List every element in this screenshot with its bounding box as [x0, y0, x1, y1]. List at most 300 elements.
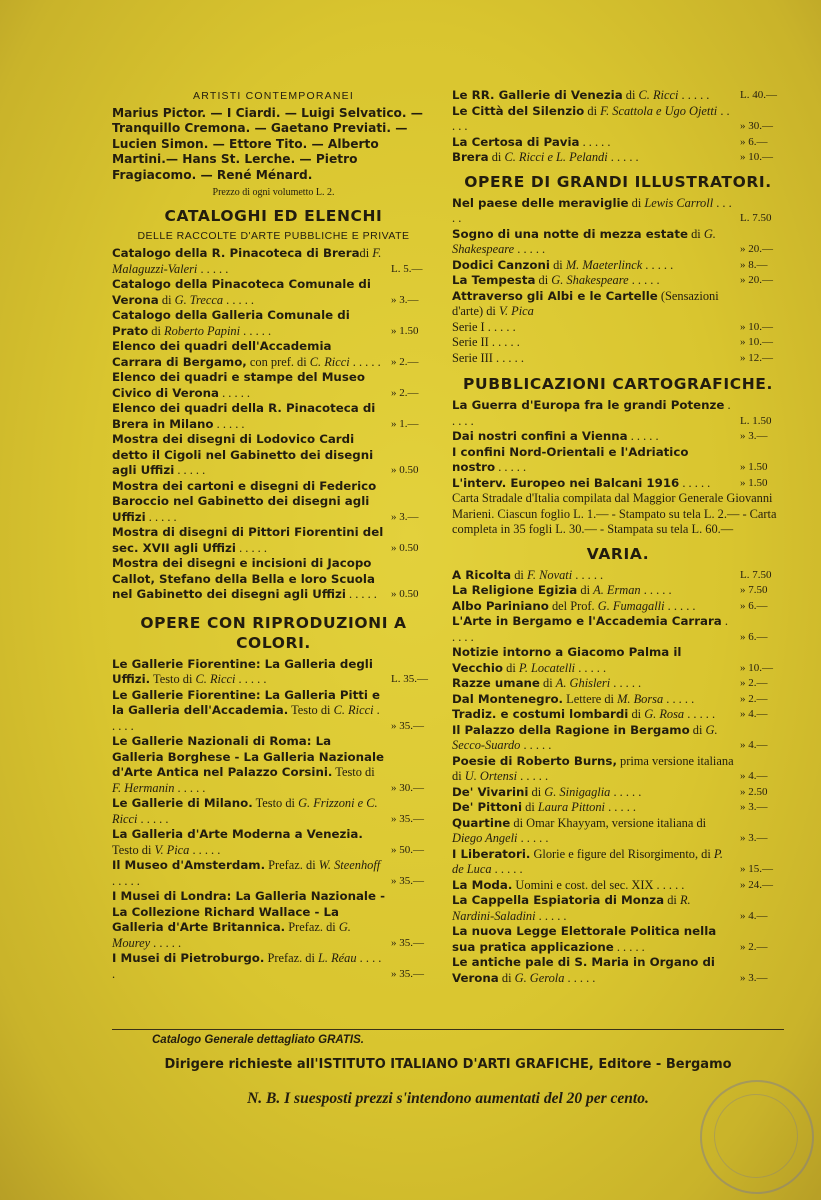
dot-leader: . . . . . [452, 103, 730, 133]
entry-title: Quartine [452, 815, 511, 830]
dot-leader: . . . . . [452, 398, 731, 428]
nb-note: N. B. I suesposti prezzi s'intendono aumentati del 20 per cento. [247, 1090, 649, 1107]
list-item [112, 525, 435, 556]
dot-leader: . . . . . [579, 134, 611, 149]
list-item [112, 370, 435, 401]
entry-title: La Moda. [452, 877, 513, 892]
entry-rest: Prefaz. di [264, 951, 319, 966]
entry-text [452, 351, 734, 367]
dot-leader: . . . . . [679, 475, 711, 490]
entry-author: F. Malaguzzi-Valeri [112, 246, 382, 276]
list-item [452, 645, 784, 676]
entry-price: » 4.— [740, 739, 768, 751]
entry-author: G. Shakespeare [452, 226, 716, 256]
dot-leader: . . . . . [664, 598, 696, 613]
entry-text [112, 858, 385, 889]
entry-title: Nel paese delle meraviglie [452, 195, 629, 210]
entry-price: » 20.— [740, 274, 773, 286]
entry-rest: di [535, 273, 552, 287]
entry-rest: di [628, 195, 645, 210]
entry-title: La Guerra d'Europa fra le grandi Potenze [452, 398, 725, 412]
list-item [452, 599, 784, 615]
list-item [452, 583, 784, 599]
entry-price: L. 35.— [391, 673, 428, 686]
entry-title: Le Gallerie di Milano. [112, 796, 253, 811]
carta-stradale-text: Carta Stradale d'Italia compilata dal Maggior Generale Giovanni Marieni. Ciascun foglio L. 1.— - Stampato su tela L. 2.— - Carta completa in 35 fogli L. 30.— - Stampata su tela L. 60.— [452, 491, 777, 536]
entry-title: De' Vivarini [452, 784, 529, 799]
list-item [452, 351, 784, 367]
entry-text [112, 401, 385, 432]
entry-rest: Testo di [288, 703, 334, 718]
entry-rest: di [577, 583, 594, 597]
entry-rest: di [549, 257, 566, 272]
entry-rest: di [689, 722, 706, 737]
right-column [452, 88, 784, 986]
entry-author: A. Erman [593, 583, 641, 597]
illustratori-list [452, 196, 784, 367]
list-item [452, 955, 784, 986]
entry-title: Le antiche pale di S. Maria in Organo di Verona [452, 955, 715, 985]
dot-leader: . . . . . [663, 691, 695, 706]
entry-title: Il Palazzo della Ragione in Bergamo [452, 722, 690, 737]
entry-price: » 3.— [740, 801, 768, 813]
entry-text [452, 273, 734, 289]
entry-title: Sogno di una notte di mezza estate [452, 226, 688, 241]
entry-author: C. Ricci [195, 672, 236, 687]
list-item [452, 785, 784, 801]
entry-title: Dal Montenegro. [452, 691, 564, 706]
entry-text [452, 398, 734, 429]
entry-author: G. Trecca [174, 292, 224, 307]
entry-rest: di [359, 246, 373, 261]
entry-text [112, 277, 385, 308]
entry-text [452, 196, 734, 227]
entry-author: G. Secco-Suardo [452, 722, 718, 752]
entry-author: G. Sinigaglia [544, 784, 611, 799]
entry-author: M. Borsa [617, 691, 664, 706]
entry-title: De' Pittoni [452, 800, 523, 814]
list-item [452, 335, 784, 351]
entry-title: Dai nostri confini a Vienna [452, 429, 628, 443]
entry-price: » 10.— [740, 151, 773, 163]
entry-rest: Lettere di [563, 691, 618, 706]
entry-author: G. Gerola [514, 970, 565, 985]
entry-title: La Cappella Espiatoria di Monza [452, 893, 665, 907]
entry-text [452, 227, 734, 258]
entry-price: » 2.50 [740, 785, 768, 798]
list-item [452, 692, 784, 708]
dot-leader: . . . . . [112, 951, 382, 981]
entry-author: F. Scattola e Ugo Ojetti [600, 103, 718, 118]
catalog-note: Catalogo Generale dettagliato GRATIS. [152, 1034, 364, 1046]
entry-rest: Testo di [332, 765, 375, 780]
entry-price: » 4.— [740, 770, 768, 782]
list-item [112, 479, 435, 526]
entry-rest: di [522, 800, 538, 814]
entry-rest: Serie II [452, 335, 489, 349]
entry-text [452, 614, 734, 645]
entry-text [452, 707, 734, 723]
list-item [452, 258, 784, 274]
dot-leader: . . . . . [452, 195, 732, 225]
entry-price: L. 5.— [391, 262, 423, 275]
entry-title: Poesie di Roberto Burns, [452, 753, 617, 768]
entry-price: » 50.— [391, 843, 424, 856]
entry-rest: di [158, 292, 175, 307]
entry-text [452, 955, 734, 986]
entry-title: Catalogo della R. Pinacoteca di Brera [112, 246, 360, 261]
entry-rest: Testo di [150, 672, 196, 687]
entry-price: » 0.50 [391, 464, 419, 477]
entry-text [112, 827, 385, 858]
entry-title: I Musei di Pietroburgo. [112, 951, 265, 966]
entry-title: Elenco dei quadri della R. Pinacoteca di Brera in Milano [112, 401, 376, 431]
entry-text [452, 150, 734, 166]
entry-title: Notizie intorno a Giacomo Palma il Vecchio [452, 645, 682, 675]
entry-text [452, 676, 734, 692]
list-item [452, 707, 784, 723]
entry-rest: Prefaz. di [285, 920, 339, 935]
dot-leader: . . . . . [112, 703, 380, 733]
list-item [112, 858, 435, 889]
riproduzioni-title: OPERE CON RIPRODUZIONI A COLORI. [140, 613, 407, 652]
entry-rest: Serie III [452, 350, 493, 365]
illustratori-title: OPERE DI GRANDI ILLUSTRATORI. [464, 172, 772, 191]
varia-title: VARIA. [586, 544, 650, 563]
entry-price: » 4.— [740, 909, 768, 922]
list-item [452, 320, 784, 336]
cartografiche-list [452, 398, 784, 491]
entry-text [452, 816, 734, 847]
entry-rest: di [498, 970, 515, 985]
list-item [452, 273, 784, 289]
cataloghi-list [112, 246, 435, 603]
entry-title: La Certosa di Pavia [452, 134, 580, 149]
entry-price: » 2.— [391, 386, 419, 399]
entry-text [452, 785, 734, 801]
entry-text [452, 723, 734, 754]
entry-price: » 10.— [740, 336, 773, 348]
entry-price: » 30.— [391, 781, 424, 794]
entry-text [452, 289, 734, 320]
entry-author: P. Locatelli [518, 660, 576, 675]
entry-author: P. de Luca [452, 846, 723, 876]
entry-price: » 3.— [391, 510, 419, 523]
entry-text [452, 847, 734, 878]
list-item [452, 445, 784, 476]
list-item [452, 800, 784, 816]
entry-rest: di [539, 676, 556, 690]
entry-price: » 35.— [391, 812, 424, 825]
entry-title: Tradiz. e costumi lombardi [452, 707, 629, 721]
entry-title: A Ricolta [452, 567, 512, 582]
entry-text [112, 796, 385, 827]
list-item [452, 135, 784, 151]
entry-text [452, 599, 734, 615]
entry-author: V. Pica [154, 842, 190, 857]
list-item [452, 429, 784, 445]
entry-author: V. Pica [498, 304, 534, 318]
dot-leader: . . . . . [607, 150, 639, 164]
entry-title: L'Arte in Bergamo e l'Accademia Carrara [452, 614, 722, 628]
list-item [112, 951, 435, 982]
entry-text [452, 88, 734, 104]
entry-title: Le RR. Gallerie di Venezia [452, 88, 623, 102]
entry-title: Catalogo della Galleria Comunale di Prato [112, 308, 350, 338]
entry-text [112, 308, 385, 339]
list-item [452, 847, 784, 878]
list-item [112, 432, 435, 479]
entry-author: C. Ricci [638, 88, 679, 102]
entry-author: A. Ghisleri [555, 676, 611, 690]
entry-title: Elenco dei quadri dell'Accademia Carrara di Bergamo, [112, 339, 332, 369]
entry-author: G. Fumagalli [597, 598, 665, 613]
entry-price: » 2.— [740, 940, 768, 953]
entry-author: G. Frizzoni e C. Ricci [112, 796, 378, 826]
entry-rest: del Prof. [548, 598, 598, 613]
entry-title: I Musei di Londra: La Galleria Nazionale - La Collezione Richard Wallace - La Galleria d'Arte Britannica. [112, 889, 385, 935]
entry-price: » 12.— [740, 351, 773, 364]
list-item [112, 657, 435, 688]
entry-rest: di [622, 88, 639, 102]
carta-stradale [452, 491, 784, 538]
entry-price: » 1.50 [740, 476, 768, 489]
dot-leader: . . . . . [514, 242, 546, 256]
list-item [112, 827, 435, 858]
entry-text [112, 339, 385, 370]
entry-rest: con pref. di [246, 354, 310, 369]
entry-author: C. Ricci e L. Pelandi [504, 150, 608, 164]
entry-author: Roberto Papini [164, 323, 241, 338]
entry-title: La Galleria d'Arte Moderna a Venezia. [112, 827, 363, 842]
entry-text [452, 878, 734, 894]
varia-list [452, 568, 784, 987]
list-item [452, 893, 784, 924]
dot-leader: . . . . . [349, 354, 381, 369]
entry-price: L. 40.— [740, 89, 777, 101]
dot-leader: . . . . . [345, 587, 377, 602]
artists-price-note: Prezzo di ogni volumetto L. 2. [212, 187, 335, 199]
dot-leader: . . . . . [613, 939, 645, 954]
entry-text [452, 258, 734, 274]
entry-text [452, 645, 734, 676]
list-item [112, 889, 435, 951]
dot-leader: . . . . . [150, 935, 182, 950]
dot-leader: . . . . . [517, 831, 549, 845]
entry-text [452, 800, 734, 816]
entry-title: La Religione Egizia [452, 583, 578, 597]
list-item [112, 401, 435, 432]
entry-text [112, 951, 385, 982]
entry-rest: di [148, 323, 165, 338]
entry-text [452, 335, 734, 351]
dot-leader: . . . . . [564, 970, 596, 985]
entry-rest: Glorie e figure del Risorgimento, di [530, 846, 714, 861]
entry-price: » 24.— [740, 878, 773, 891]
entry-author: W. Steenhoff [318, 858, 381, 873]
entry-price: » 10.— [740, 320, 773, 333]
cartografiche-title: PUBBLICAZIONI CARTOGRAFICHE. [463, 375, 773, 393]
list-item [452, 196, 784, 227]
entry-price: » 0.50 [391, 588, 419, 601]
entry-title: Brera [452, 150, 489, 164]
venezia-list [452, 88, 784, 166]
entry-price: » 1.— [391, 417, 419, 430]
entry-text [452, 893, 734, 924]
list-item [452, 614, 784, 645]
dot-leader: . . . . . [484, 319, 516, 334]
entry-title: Le Gallerie Fiorentine: La Galleria degli Uffizi. [112, 656, 373, 687]
entry-text [452, 429, 734, 445]
entry-author: G. Shakespeare [551, 273, 629, 287]
dot-leader: . . . . . [492, 350, 524, 365]
entry-title: Attraverso gli Albi e le Cartelle [452, 288, 658, 303]
list-item [452, 104, 784, 135]
entry-author: C. Ricci [333, 703, 374, 718]
entry-text [112, 525, 385, 556]
cataloghi-subtitle: DELLE RACCOLTE D'ARTE PUBBLICHE E PRIVATE [137, 230, 410, 243]
list-item [452, 398, 784, 429]
entry-title: Le Gallerie Fiorentine: La Galleria Pitti e la Galleria dell'Accademia. [112, 687, 381, 718]
list-item [452, 289, 784, 320]
list-item [452, 150, 784, 166]
entry-rest: di [488, 150, 505, 164]
entry-title: Catalogo della Pinacoteca Comunale di Verona [112, 277, 371, 307]
dot-leader: . . . . . [240, 323, 272, 338]
dot-leader: . . . . . [491, 862, 523, 876]
dot-leader: . . . . . [653, 877, 685, 892]
entry-title: Albo Pariniano [452, 598, 549, 613]
entry-price: » 7.50 [740, 584, 768, 596]
dot-leader: . . . . . [572, 567, 604, 582]
entry-price: » 2.— [740, 692, 768, 705]
list-item [452, 568, 784, 584]
list-item [452, 676, 784, 692]
entry-text [112, 889, 385, 951]
dot-leader: . . . . . [174, 463, 206, 478]
dot-leader: . . . . . [452, 614, 728, 644]
entry-price: » 35.— [391, 967, 424, 980]
entry-title: Mostra dei disegni e incisioni di Jacopo Callot, Stefano della Bella e loro Scuola nel Gabinetto dei disegni agli Uffizi [112, 556, 375, 602]
entry-title: Razze umane [452, 676, 540, 690]
entry-text [112, 556, 385, 603]
list-item [452, 723, 784, 754]
list-item [452, 878, 784, 894]
entry-price: » 4.— [740, 708, 768, 720]
entry-rest: Uomini e cost. del sec. XIX [512, 877, 654, 892]
dot-leader: . . . . . [627, 429, 659, 443]
dot-leader: . . . . . [610, 676, 642, 690]
direct-requests: Dirigere richieste all'ISTITUTO ITALIANO D'ARTI GRAFICHE, Editore - Bergamo [164, 1057, 732, 1072]
entry-title: La Tempesta [452, 273, 536, 287]
entry-rest: di [503, 660, 519, 675]
dot-leader: . . . . . [495, 460, 527, 474]
dot-leader: . . . . . [642, 257, 674, 272]
entry-rest: Testo di [112, 842, 155, 857]
entry-price: L. 7.50 [740, 568, 772, 581]
left-column [112, 88, 435, 982]
entry-text [452, 445, 734, 476]
entry-author: Lewis Carroll [644, 195, 714, 210]
dot-leader: . . . . . [197, 261, 229, 276]
dot-leader: . . . . . [145, 509, 177, 524]
entry-text [112, 734, 385, 796]
entry-rest: (Sensazioni d'arte) di [452, 288, 719, 318]
entry-price: L. 7.50 [740, 212, 772, 224]
entry-text [452, 104, 734, 135]
entry-author: F. Novati [526, 567, 573, 582]
entry-title: Mostra di disegni di Pittori Fiorentini del sec. XVII agli Uffizi [112, 525, 384, 555]
entry-price: » 15.— [740, 863, 773, 875]
entry-text [452, 135, 734, 151]
entry-rest: Testo di [252, 796, 299, 811]
entry-author: C. Ricci [309, 354, 350, 369]
list-item [112, 688, 435, 735]
dot-leader: . . . . . [678, 88, 710, 102]
riproduzioni-list [112, 657, 435, 983]
entry-text [112, 657, 385, 688]
entry-rest: di [511, 567, 527, 582]
entry-title: Le Città del Silenzio [452, 103, 585, 118]
artists-header: ARTISTI CONTEMPORANEI [193, 90, 354, 102]
dot-leader: . . . . . [112, 873, 140, 888]
entry-price: » 3.— [740, 430, 768, 442]
dot-leader: . . . . . [517, 769, 549, 783]
entry-text [112, 432, 385, 479]
entry-text [452, 754, 734, 785]
entry-price: » 6.— [740, 630, 768, 643]
entry-price: » 1.50 [740, 461, 768, 473]
list-item [112, 308, 435, 339]
list-item [112, 796, 435, 827]
dot-leader: . . . . . [488, 335, 520, 349]
list-item [112, 246, 435, 277]
entry-rest: Prefaz. di [265, 858, 319, 873]
footer-divider [112, 1029, 784, 1030]
entry-price: » 3.— [391, 293, 419, 306]
entry-title: Mostra dei disegni di Lodovico Cardi detto il Cigoli nel Gabinetto dei disegni agli Uffizi [112, 432, 374, 478]
dot-leader: . . . . . [219, 385, 250, 400]
list-item [112, 734, 435, 796]
artists-list: Marius Pictor. — I Ciardi. — Luigi Selvatico. — Tranquillo Cremona. — Gaetano Previati. — Lucien Simon. — Ettore Tito. — Alberto Martini.— Hans St. Lerche. — Pietro Fragiacomo. — René Ménard. [112, 106, 423, 182]
dot-leader: . . . . . [174, 780, 206, 795]
list-item [452, 476, 784, 492]
list-item [452, 754, 784, 785]
list-item [112, 556, 435, 603]
dot-leader: . . . . . [520, 738, 552, 752]
entry-price: » 8.— [740, 258, 768, 271]
entry-price: » 35.— [391, 874, 424, 887]
dot-leader: . . . . . [684, 707, 716, 721]
entry-price: » 10.— [740, 661, 773, 674]
entry-price: » 3.— [740, 832, 768, 844]
entry-price: » 35.— [391, 936, 424, 949]
entry-text [112, 479, 385, 526]
entry-rest: di [664, 893, 680, 907]
entry-text [452, 476, 734, 492]
entry-price: » 2.— [740, 677, 768, 689]
entry-author: U. Ortensi [464, 769, 518, 783]
entry-price: » 3.— [740, 971, 768, 984]
entry-rest: di [528, 784, 545, 799]
entry-price: » 6.— [740, 599, 768, 612]
entry-price: » 6.— [740, 135, 768, 148]
entry-price: L. 1.50 [740, 414, 772, 427]
entry-text [452, 583, 734, 599]
entry-title: Il Museo d'Amsterdam. [112, 858, 266, 873]
entry-price: » 0.50 [391, 541, 419, 554]
entry-title: Le Gallerie Nazionali di Roma: La Galleria Borghese - La Galleria Nazionale d'Arte Antica nel Palazzo Corsini. [112, 734, 385, 780]
